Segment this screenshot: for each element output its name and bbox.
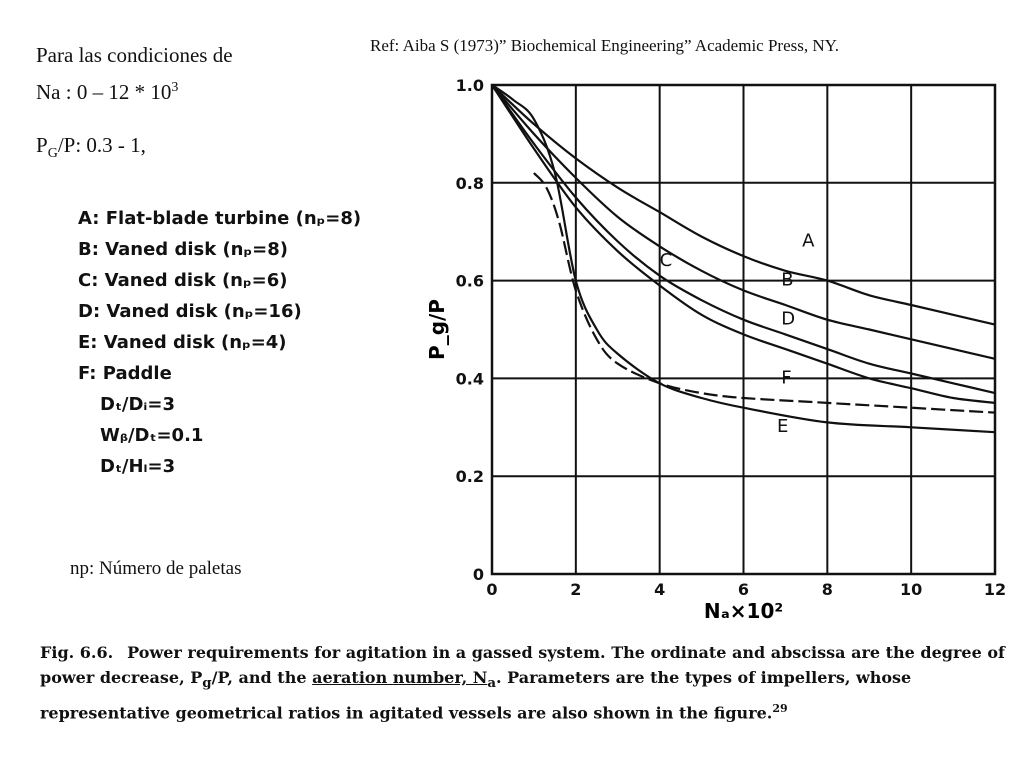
- legend-ratio-1: Dₜ/Dᵢ=3: [100, 394, 175, 415]
- reference: Ref: Aiba S (1973)” Biochemical Engineering” Academic Press, NY.: [370, 36, 839, 55]
- x-tick-label: 10: [900, 580, 923, 599]
- curve-label-a: A: [802, 230, 815, 252]
- curve-label-e: E: [777, 416, 789, 438]
- curve-label-d: D: [781, 308, 796, 330]
- caption-part2: /P, and the: [211, 668, 313, 687]
- pg-ratio-sub: G: [47, 146, 58, 162]
- caption-footnote: 29: [772, 702, 788, 716]
- legend-ratio-3: Dₜ/Hₗ=3: [100, 456, 176, 477]
- x-axis-label: Nₐ×10²: [703, 599, 784, 623]
- pg-ratio-main: P: [36, 133, 48, 157]
- curve-label-b: B: [781, 269, 794, 291]
- grid-layer: [492, 85, 995, 574]
- legend-item-b: B: Vaned disk (nₚ=8): [78, 239, 288, 260]
- y-tick-label: 0.8: [455, 173, 484, 193]
- legend-item-e: E: Vaned disk (nₚ=4): [78, 332, 287, 353]
- y-tick-label: 0.2: [455, 467, 484, 487]
- x-tick-label: 2: [570, 580, 582, 599]
- y-tick-label: 0.4: [455, 369, 484, 389]
- pg-ratio-rest: /P: 0.3 - 1,: [57, 133, 146, 157]
- na-range-exponent: 3: [171, 80, 179, 95]
- caption-pg-sub: g: [202, 675, 212, 692]
- x-tick-label: 4: [654, 580, 666, 599]
- na-range-text: Na : 0 – 12 * 10: [36, 80, 172, 104]
- y-tick-label: 1.0: [455, 76, 484, 95]
- curve-label-f: F: [781, 367, 792, 389]
- legend-ratio-2: Wᵦ/Dₜ=0.1: [100, 425, 204, 446]
- caption-part3: . Parameters are the types of impellers, whose representative geometrical ratios in agitated vessels are also shown in the figure.: [40, 668, 912, 723]
- caption-part1: Power requirements for agitation in a gassed system. The ordinate and abscissa are the degree of power decrease, P: [40, 643, 1005, 687]
- x-tick-label: 8: [821, 580, 833, 599]
- np-note: np: Número de paletas: [70, 558, 242, 579]
- caption-aeration-number: aeration number, N: [312, 668, 488, 687]
- legend-item-c: C: Vaned disk (nₚ=6): [78, 270, 288, 291]
- caption-na-sub: a: [487, 675, 496, 692]
- legend-item-f: F: Paddle: [78, 363, 172, 384]
- y-axis-label: P_g/P: [425, 299, 449, 360]
- y-tick-label: 0: [472, 565, 484, 584]
- conditions-title: Para las condiciones de: [36, 43, 233, 67]
- figure-caption: [40, 640, 1020, 726]
- figure-number: Fig. 6.6.: [40, 643, 114, 662]
- legend-item-a: A: Flat-blade turbine (nₚ=8): [78, 208, 362, 229]
- y-tick-label: 0.6: [455, 271, 484, 291]
- x-tick-label: 12: [983, 580, 1007, 599]
- x-tick-label: 6: [737, 580, 750, 599]
- x-tick-label: 0: [486, 580, 498, 599]
- curve-label-c: C: [659, 249, 673, 271]
- legend-item-d: D: Vaned disk (nₚ=16): [78, 301, 302, 322]
